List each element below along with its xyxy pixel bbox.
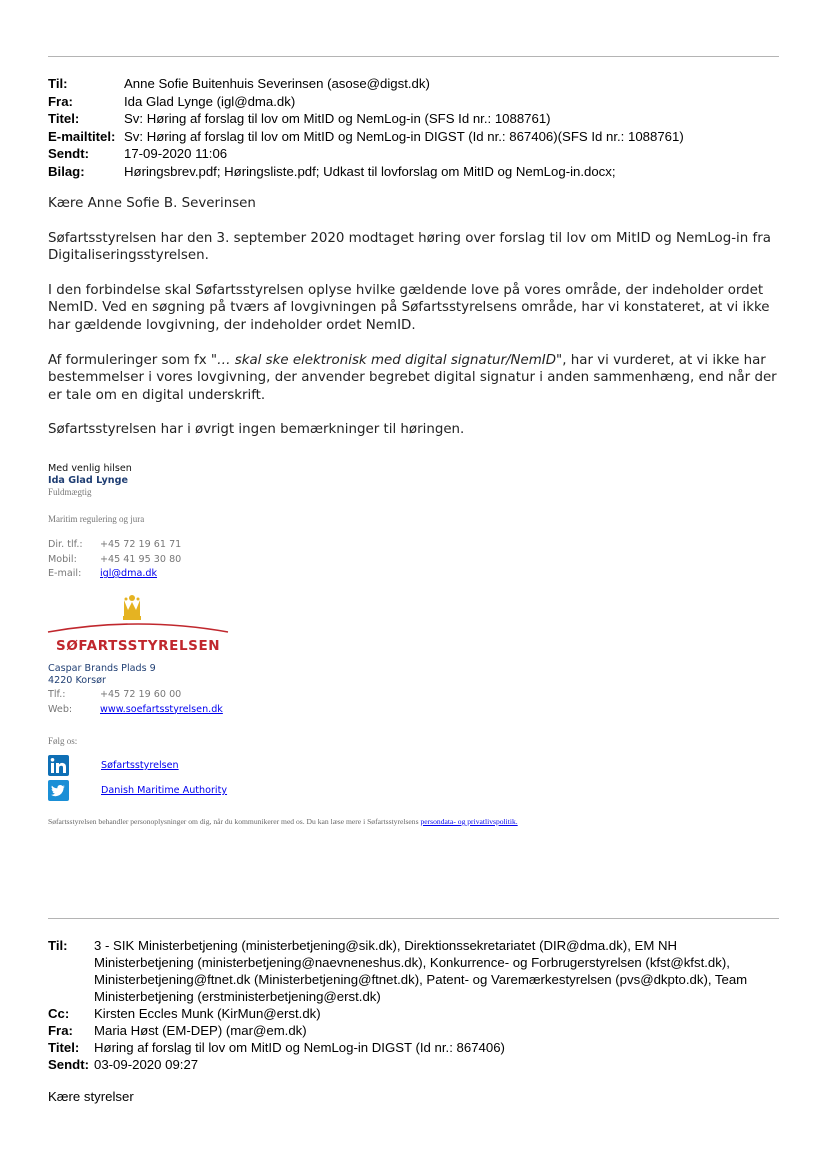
twitter-link[interactable]: Danish Maritime Authority xyxy=(101,785,228,796)
forwarded-cc: Cc: Kirsten Eccles Munk (KirMun@erst.dk) xyxy=(48,1006,321,1021)
signature-role: Fuldmægtig xyxy=(48,487,92,497)
header-from: Fra: Ida Glad Lynge (igl@dma.dk) xyxy=(48,93,296,109)
logo-text: SØFARTSSTYRELSEN xyxy=(56,638,221,652)
address-city: 4220 Korsør xyxy=(48,675,106,686)
contact-info xyxy=(48,538,181,582)
header-attachments: Bilag: Høringsbrev.pdf; Høringsliste.pdf; Udkast til lovforslag om MitID og NemLog-in.docx; xyxy=(48,163,616,179)
address xyxy=(48,663,156,687)
org-phone: Tlf.: +45 72 19 60 00 xyxy=(48,689,182,700)
email-link[interactable]: igl@dma.dk xyxy=(100,568,158,579)
website-link[interactable]: www.soefartsstyrelsen.dk xyxy=(100,703,223,715)
address-street: Caspar Brands Plads 9 xyxy=(48,663,156,674)
email-body xyxy=(48,195,788,439)
privacy-policy-link[interactable]: persondata- og privatlivspolitik. xyxy=(420,817,518,826)
contact-email: E-mail: igl@dma.dk xyxy=(48,567,181,582)
signature-name: Ida Glad Lynge xyxy=(48,475,129,486)
contact-mobile: Mobil: +45 41 95 30 80 xyxy=(48,553,182,565)
bottom-divider xyxy=(48,918,779,919)
paragraph-3: Af formuleringer som fx "… skal ske elektronisk med digital signatur/NemID", har vi vurderet, at vi ikke har bestemmelser i vores lovgivning, der anvender begrebet digital signatur i anden sammenhæng, end når der er tale om en digital underskrift. xyxy=(48,352,777,403)
follow-label: Følg os: xyxy=(48,736,78,746)
forwarded-to: Til: 3 - SIK Ministerbetjening (ministerbetjening@sik.dk), Direktionssekretariatet (DIR@dma.dk), EM NH Ministerbetjening (ministerbetjening@naevneneshus.dk), Konkurrence- og Forbrugerstyrelsen (kfst@kfst.dk), Ministerbetjening@ftnet.dk (Ministerbetjening@ftnet.dk), Patent- og Varemærkestyrelsen (pvs@dkpto.dk), Team Ministerbetjening (erstministerbetjening@erst.dk) xyxy=(48,938,748,1004)
paragraph-4: Søfartsstyrelsen har i øvrigt ingen bemærkninger til høringen. xyxy=(48,422,465,438)
forwarded-sent: Sendt: 03-09-2020 09:27 xyxy=(48,1057,199,1072)
privacy-notice: Søfartsstyrelsen behandler personoplysninger om dig, når du kommunikerer med os. Du kan læse mere i Søfartsstyrelsens persondata- og privatlivspolitik. xyxy=(48,817,518,826)
contact-direct-phone: Dir. tlf.: +45 72 19 61 71 xyxy=(48,539,182,550)
header-email-title: E-mailtitel: Sv: Høring af forslag til lov om MitID og NemLog-in DIGST (Id nr.: 867406)(SFS Id nr.: 1088761) xyxy=(48,128,684,144)
paragraph-1: Søfartsstyrelsen har den 3. september 2020 modtaget høring over forslag til lov om MitID og NemLog-in fra Digitaliseringsstyrelsen. xyxy=(48,230,771,264)
linkedin-icon[interactable] xyxy=(48,755,69,776)
header-sent: Sendt: 17-09-2020 11:06 xyxy=(48,146,228,161)
email-header xyxy=(48,75,684,180)
forwarded-email-header xyxy=(48,937,788,1073)
top-divider xyxy=(48,56,779,57)
closing: Med venlig hilsen xyxy=(48,463,132,474)
forwarded-title: Titel: Høring af forslag til lov om MitID og NemLog-in DIGST (Id nr.: 867406) xyxy=(48,1040,505,1055)
greeting: Kære Anne Sofie B. Severinsen xyxy=(48,196,256,211)
signature-department: Maritim regulering og jura xyxy=(48,514,145,524)
twitter-icon[interactable] xyxy=(48,780,69,801)
header-to: Til: Anne Sofie Buitenhuis Severinsen (asose@digst.dk) xyxy=(48,76,430,91)
paragraph-2: I den forbindelse skal Søfartsstyrelsen oplyse hvilke gældende love på vores område, der indeholder ordet NemID. Ved en søgning på tværs af lovgivningen på Søfartsstyrelsens område, har vi konstateret, at vi ikke har gældende lovgivning, der indeholder ordet NemID. xyxy=(48,282,770,333)
linkedin-link[interactable]: Søfartsstyrelsen xyxy=(101,760,179,771)
signature-block xyxy=(48,463,132,497)
forwarded-from: Fra: Maria Høst (EM-DEP) (mar@em.dk) xyxy=(48,1023,307,1038)
sofartsstyrelsen-logo xyxy=(46,592,230,652)
logo-wave-line xyxy=(48,624,228,632)
header-title: Titel: Sv: Høring af forslag til lov om MitID og NemLog-in (SFS Id nr.: 1088761) xyxy=(48,111,551,126)
forwarded-greeting: Kære styrelser xyxy=(48,1089,134,1104)
org-contact xyxy=(48,688,223,717)
quoted-phrase: "… skal ske elektronisk med digital signatur/NemID" xyxy=(210,352,563,368)
org-web: Web: www.soefartsstyrelsen.dk xyxy=(48,703,223,718)
crown-icon xyxy=(123,595,141,620)
